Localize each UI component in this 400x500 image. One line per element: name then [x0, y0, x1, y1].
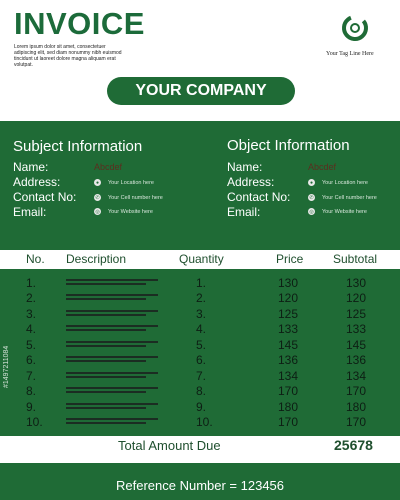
row-quantity: 9.	[196, 400, 207, 414]
row-description-placeholder	[66, 310, 158, 318]
object-email-value: Your Website here	[322, 209, 367, 215]
row-subtotal: 125	[346, 307, 367, 321]
row-subtotal: 133	[346, 322, 367, 336]
row-description-placeholder	[66, 279, 158, 287]
phone-icon: ✆	[309, 194, 314, 201]
row-subtotal: 170	[346, 415, 367, 429]
subject-name-label: Name:	[13, 160, 49, 174]
row-description-placeholder	[66, 325, 158, 333]
table-row	[0, 291, 400, 307]
table-row	[0, 353, 400, 369]
column-header-price: Price	[276, 252, 304, 266]
row-subtotal: 136	[346, 353, 367, 367]
column-header-description: Description	[66, 252, 127, 266]
web-icon: ◎	[95, 208, 100, 215]
table-row	[0, 338, 400, 354]
subject-contact-label: Contact No:	[13, 190, 77, 204]
location-icon: ●	[95, 179, 100, 186]
subject-email-value: Your Website here	[108, 209, 153, 215]
row-quantity: 8.	[196, 384, 207, 398]
row-quantity: 7.	[196, 369, 207, 383]
column-header-no: No.	[26, 252, 45, 266]
object-name-label: Name:	[227, 160, 263, 174]
table-row	[0, 307, 400, 323]
table-row	[0, 400, 400, 416]
row-subtotal: 170	[346, 384, 367, 398]
row-price: 136	[278, 353, 299, 367]
object-contact-label: Contact No:	[227, 190, 291, 204]
row-description-placeholder	[66, 356, 158, 364]
row-price: 145	[278, 338, 299, 352]
row-price: 170	[278, 415, 299, 429]
company-logo-icon	[341, 14, 369, 42]
row-price: 125	[278, 307, 299, 321]
row-description-placeholder	[66, 341, 158, 349]
row-quantity: 1.	[196, 276, 207, 290]
header-description: Lorem ipsum dolor sit amet, consectetuer adipiscing elit, sed diam nonummy nibh euismod tincidunt ut laoreet dolore magna aliquam erat volutpat.	[14, 44, 122, 68]
object-address-label: Address:	[227, 175, 275, 189]
row-price: 180	[278, 400, 299, 414]
subject-name-value: Abcdef	[94, 162, 123, 172]
row-number: 5.	[26, 338, 37, 352]
row-description-placeholder	[66, 372, 158, 380]
object-heading: Object Information	[227, 137, 350, 154]
reference-number: Reference Number = 123456	[115, 478, 285, 493]
total-amount-value: 25678	[334, 437, 373, 453]
location-icon: ●	[309, 179, 314, 186]
row-quantity: 6.	[196, 353, 207, 367]
row-price: 130	[278, 276, 299, 290]
table-header	[0, 250, 400, 269]
stock-watermark-id: #1497211084	[3, 345, 10, 388]
invoice-title: INVOICE	[14, 6, 145, 41]
row-quantity: 10.	[196, 415, 213, 429]
row-description-placeholder	[66, 387, 158, 395]
phone-icon: ✆	[95, 194, 100, 201]
row-number: 4.	[26, 322, 37, 336]
row-subtotal: 120	[346, 291, 367, 305]
header	[0, 0, 400, 120]
row-number: 6.	[26, 353, 37, 367]
column-header-subtotal: Subtotal	[333, 252, 378, 266]
row-price: 120	[278, 291, 299, 305]
row-subtotal: 145	[346, 338, 367, 352]
table-row	[0, 322, 400, 338]
row-number: 2.	[26, 291, 37, 305]
row-description-placeholder	[66, 294, 158, 302]
total-amount-bar	[0, 436, 400, 456]
object-email-label: Email:	[227, 205, 261, 219]
subject-email-label: Email:	[13, 205, 47, 219]
row-number: 10.	[26, 415, 43, 429]
column-header-quantity: Quantity	[179, 252, 224, 266]
subject-address-label: Address:	[13, 175, 61, 189]
row-description-placeholder	[66, 418, 158, 426]
row-quantity: 3.	[196, 307, 207, 321]
row-price: 134	[278, 369, 299, 383]
row-number: 7.	[26, 369, 37, 383]
object-address-value: Your Location here	[322, 180, 368, 186]
total-amount-label: Total Amount Due	[118, 438, 221, 453]
company-name: YOUR COMPANY	[107, 77, 295, 105]
row-quantity: 2.	[196, 291, 207, 305]
row-quantity: 4.	[196, 322, 207, 336]
row-description-placeholder	[66, 403, 158, 411]
row-subtotal: 134	[346, 369, 367, 383]
subject-contact-value: Your Cell number here	[108, 195, 163, 201]
row-number: 1.	[26, 276, 37, 290]
row-price: 133	[278, 322, 299, 336]
table-row	[0, 369, 400, 385]
object-name-value: Abcdef	[308, 162, 337, 172]
subject-heading: Subject Information	[13, 138, 143, 155]
row-price: 170	[278, 384, 299, 398]
row-quantity: 5.	[196, 338, 207, 352]
row-subtotal: 130	[346, 276, 367, 290]
subject-address-value: Your Location here	[108, 180, 154, 186]
web-icon: ◎	[309, 208, 314, 215]
table-row	[0, 276, 400, 292]
object-contact-value: Your Cell number here	[322, 195, 377, 201]
table-row	[0, 384, 400, 400]
row-number: 3.	[26, 307, 37, 321]
row-number: 9.	[26, 400, 37, 414]
row-subtotal: 180	[346, 400, 367, 414]
tagline: Your Tag Line Here	[326, 51, 374, 57]
table-row	[0, 415, 400, 431]
row-number: 8.	[26, 384, 37, 398]
